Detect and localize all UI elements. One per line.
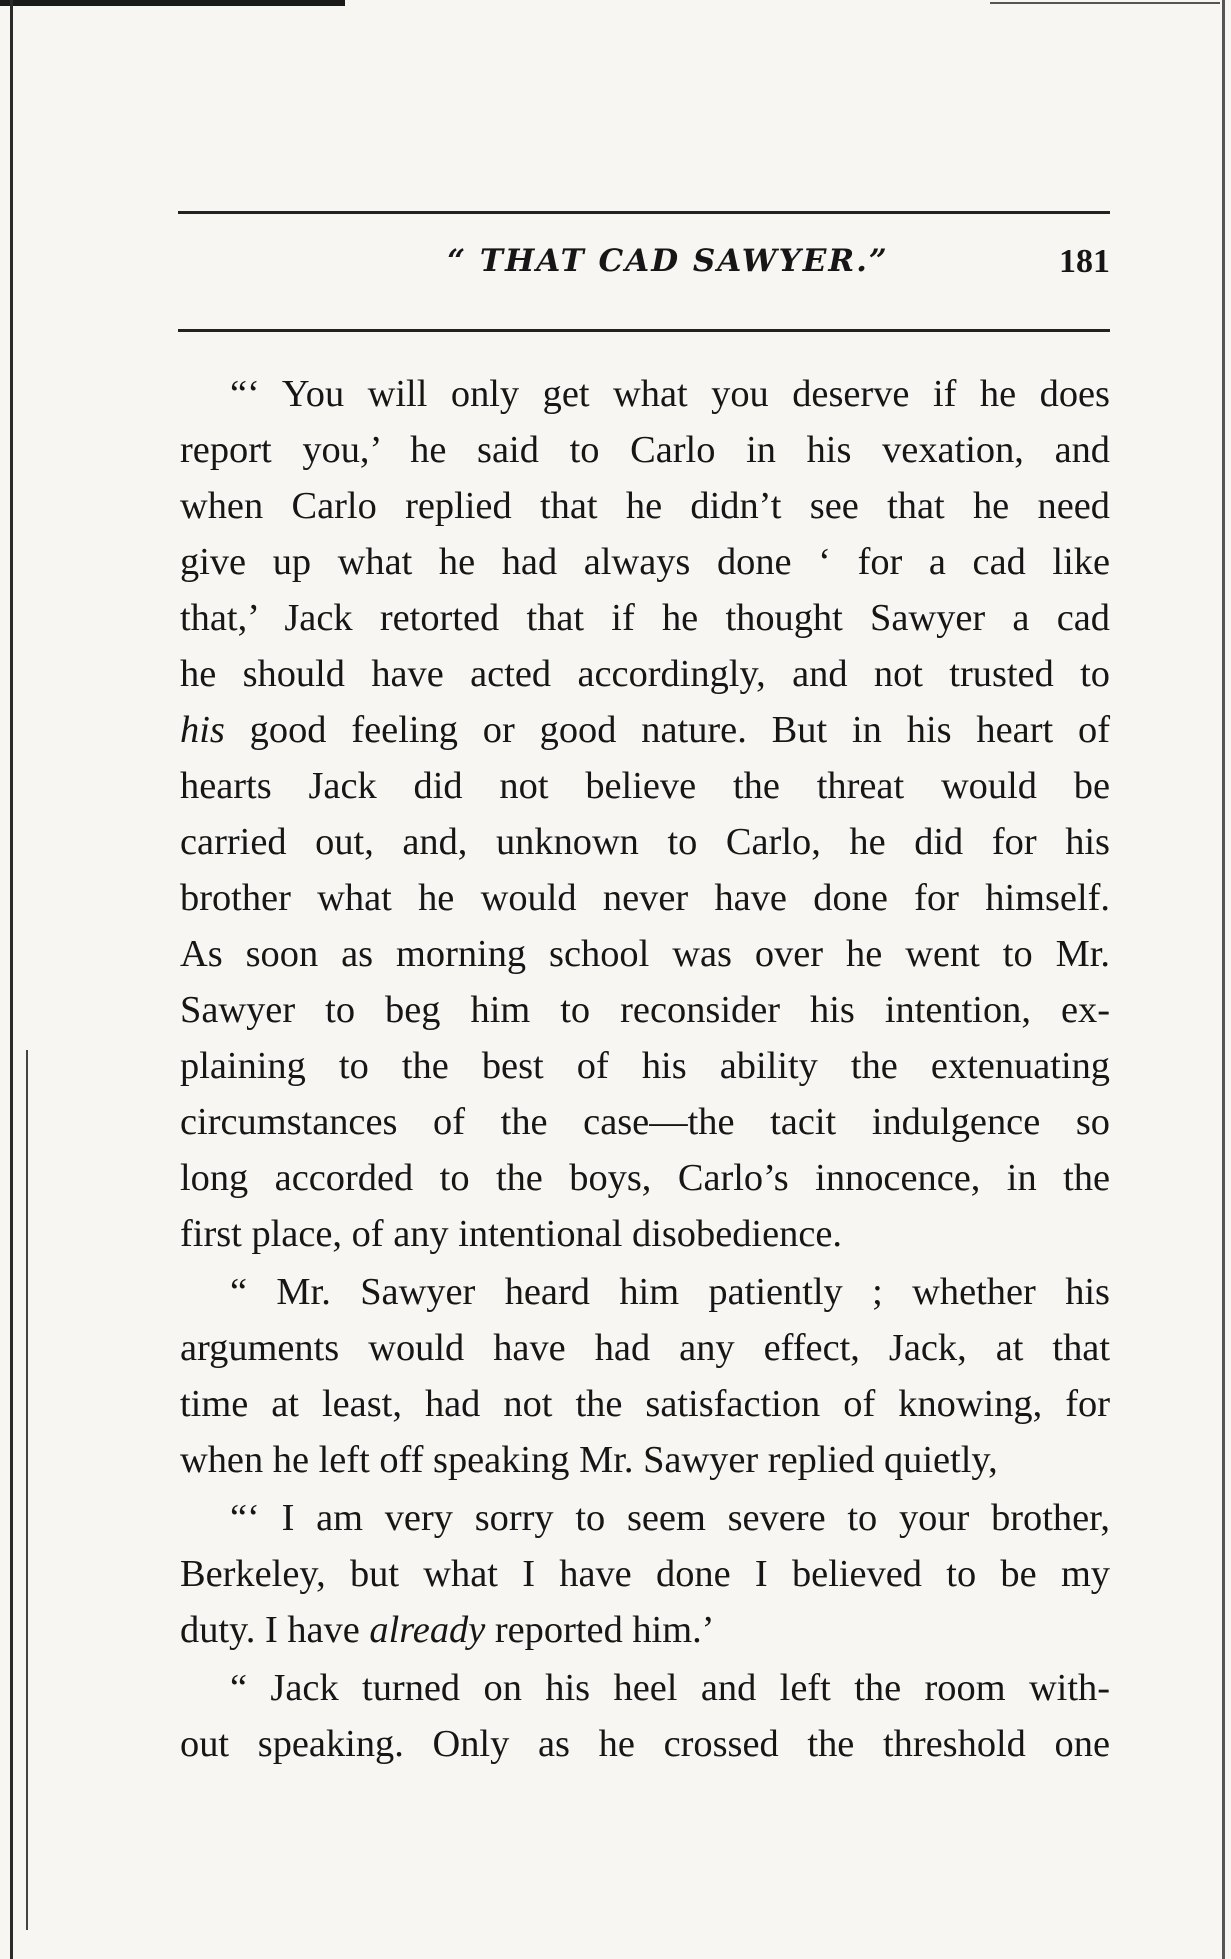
text-line: “ Jack turned on his heel and left the room with- [230,1667,1110,1709]
scan-edge-left [10,0,13,1959]
text-line: As soon as morning school was over he went to Mr. [180,933,1110,975]
text-line: first place, of any intentional disobedience. [180,1213,843,1255]
text-line: long accorded to the boys, Carlo’s innocence, in the [180,1157,1110,1199]
text-line [180,1602,1110,1658]
text-line: report you,’ he said to Carlo in his vexation, and [180,429,1110,471]
text-span: reported him.’ [485,1609,715,1651]
scan-edge-left-inner [26,1050,28,1930]
body-text [180,366,1110,1772]
text-line [180,702,1110,758]
page-header [178,243,1110,303]
text-line: “‘ You will only get what you deserve if he does [230,373,1110,415]
text-line: brother what he would never have done for himself. [180,877,1110,919]
text-line: he should have acted accordingly, and not trusted to [180,653,1110,695]
text-line: hearts Jack did not believe the threat would be [180,765,1110,807]
scan-edge-top-right [990,2,1220,4]
text-line: out speaking. Only as he crossed the threshold one [180,1723,1110,1765]
header-rule-bottom [178,329,1110,332]
text-line: when Carlo replied that he didn’t see that he need [180,485,1110,527]
text-line: arguments would have had any effect, Jack, at that [180,1327,1110,1369]
text-line: Berkeley, but what I have done I believed to be my [180,1553,1110,1595]
page-number: 181 [1059,243,1110,280]
header-rule-top [178,211,1110,214]
text-span: good feeling or good nature. But in his heart of [224,709,1110,751]
text-span: duty. I have [180,1609,370,1651]
text-line: circumstances of the case—the tacit indulgence so [180,1101,1110,1143]
italic-word: already [369,1609,486,1651]
text-line: give up what he had always done ‘ for a cad like [180,541,1110,583]
text-line: carried out, and, unknown to Carlo, he did for his [180,821,1110,863]
scan-edge-right [1222,0,1225,1959]
text-line: plaining to the best of his ability the extenuating [180,1045,1110,1087]
text-line: “‘ I am very sorry to seem severe to your brother, [230,1497,1110,1539]
text-line: that,’ Jack retorted that if he thought Sawyer a cad [180,597,1110,639]
text-line: when he left off speaking Mr. Sawyer replied quietly, [180,1439,998,1481]
running-title: “ THAT CAD SAWYER.” [447,243,889,279]
scan-edge-top [0,0,345,6]
italic-word: his [180,709,225,751]
text-line: Sawyer to beg him to reconsider his intention, ex- [180,989,1110,1031]
text-line: time at least, had not the satisfaction of knowing, for [180,1383,1110,1425]
text-line: “ Mr. Sawyer heard him patiently ; whether his [230,1271,1110,1313]
